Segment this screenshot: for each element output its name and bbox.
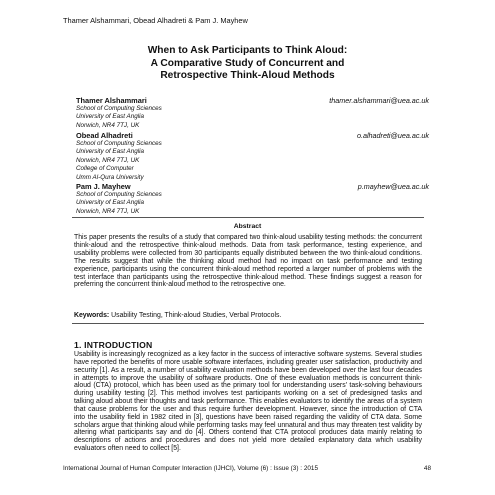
keywords-line xyxy=(74,312,422,319)
affiliation-line: Norwich, NR4 7TJ, UK xyxy=(76,156,140,164)
affiliation-line: School of Computing Sciences xyxy=(76,191,162,198)
author-email-3: p.mayhew@uea.ac.uk xyxy=(357,182,429,191)
keywords-text: Usability Testing, Think-aloud Studies, Verbal Protocols. xyxy=(111,312,282,319)
footer-page-number: 48 xyxy=(423,465,431,472)
author-affiliation-1 xyxy=(76,105,162,130)
affiliation-line: College of Computer xyxy=(76,165,134,173)
abstract-body: This paper presents the results of a study that compared two think-aloud usability testing methods: the concurrent think-aloud and the retrospective think-aloud methods. Data from task performance, testing experience, and usability problems were collected from 30 participants equally distributed between the two think-aloud conditions. The results suggest that while the thinking aloud method had no impact on task performance and testing experience, participants using the concurrent think-aloud method reported a larger number of problems with the test interface than participants using the retrospective think-aloud method. These findings suggest a reason for preferring the concurrent think-aloud method to the retrospective one. xyxy=(74,234,422,289)
introduction-body: Usability is increasingly recognized as a key factor in the success of interactive software systems. Several studies have reported the benefits of more usable software interfaces, including greater user satisfaction, productivity and security [1]. As a result, a number of usability evaluation methods have been developed over the last four decades in attempts to improve the usability of software products. One of these evaluation methods is concurrent think-aloud (CTA) protocol, which has been used as the primary tool for understanding users' task-solving behaviours during usability testing [2]. This method involves test participants working on a set of predesigned tasks and talking aloud about their thoughts and task performance. This enables evaluators to identify the areas of a system that cause problems for the user and thus require further development. However, since the introduction of CTA into the usability field in 1982 cited in [3], questions have been raised regarding the validity of CTA data. Some scholars argue that thinking aloud while performing tasks may feel unnatural and thus may threaten test validity by altering what participants say and do [4]. Others contend that CTA protocol produces data mainly relating to descriptions of actions and procedures and does not yield more detailed explanatory data which usability evaluators often need to collect [5]. xyxy=(74,351,422,453)
affiliation-line: University of East Anglia xyxy=(76,199,145,207)
paper-title-line-3: Retrospective Think-Aloud Methods xyxy=(160,70,335,81)
author-affiliation-2 xyxy=(76,140,162,182)
author-email-2: o.alhadreti@uea.ac.uk xyxy=(356,131,429,140)
author-affiliation-3 xyxy=(76,191,162,216)
divider-rule xyxy=(72,217,424,218)
paper-title-line-2: A Comparative Study of Concurrent and xyxy=(150,58,345,69)
affiliation-line: School of Computing Sciences xyxy=(76,105,162,112)
paper-title-line-1: When to Ask Participants to Think Aloud: xyxy=(147,45,348,56)
affiliation-line: Norwich, NR4 7TJ, UK xyxy=(76,121,140,129)
footer-journal-citation: International Journal of Human Computer Interaction (IJHCI), Volume (6) : Issue (3) : 2015 xyxy=(63,465,319,472)
author-name-3: Pam J. Mayhew xyxy=(76,182,131,191)
affiliation-line: School of Computing Sciences xyxy=(76,140,162,147)
affiliation-line: Umm Al-Qura University xyxy=(76,173,144,181)
running-header: Thamer Alshammari, Obead Alhadreti & Pam J. Mayhew xyxy=(63,16,248,25)
affiliation-line: University of East Anglia xyxy=(76,113,145,121)
section-heading-introduction: 1. INTRODUCTION xyxy=(74,340,153,350)
divider-rule xyxy=(72,323,424,324)
author-email-1: thamer.alshammari@uea.ac.uk xyxy=(329,96,429,105)
author-name-2: Obead Alhadreti xyxy=(76,131,133,140)
author-name-1: Thamer Alshammari xyxy=(76,96,147,105)
affiliation-line: University of East Anglia xyxy=(76,148,145,156)
affiliation-line: Norwich, NR4 7TJ, UK xyxy=(76,207,140,215)
abstract-heading: Abstract xyxy=(233,223,262,230)
keywords-label: Keywords: xyxy=(74,312,110,319)
